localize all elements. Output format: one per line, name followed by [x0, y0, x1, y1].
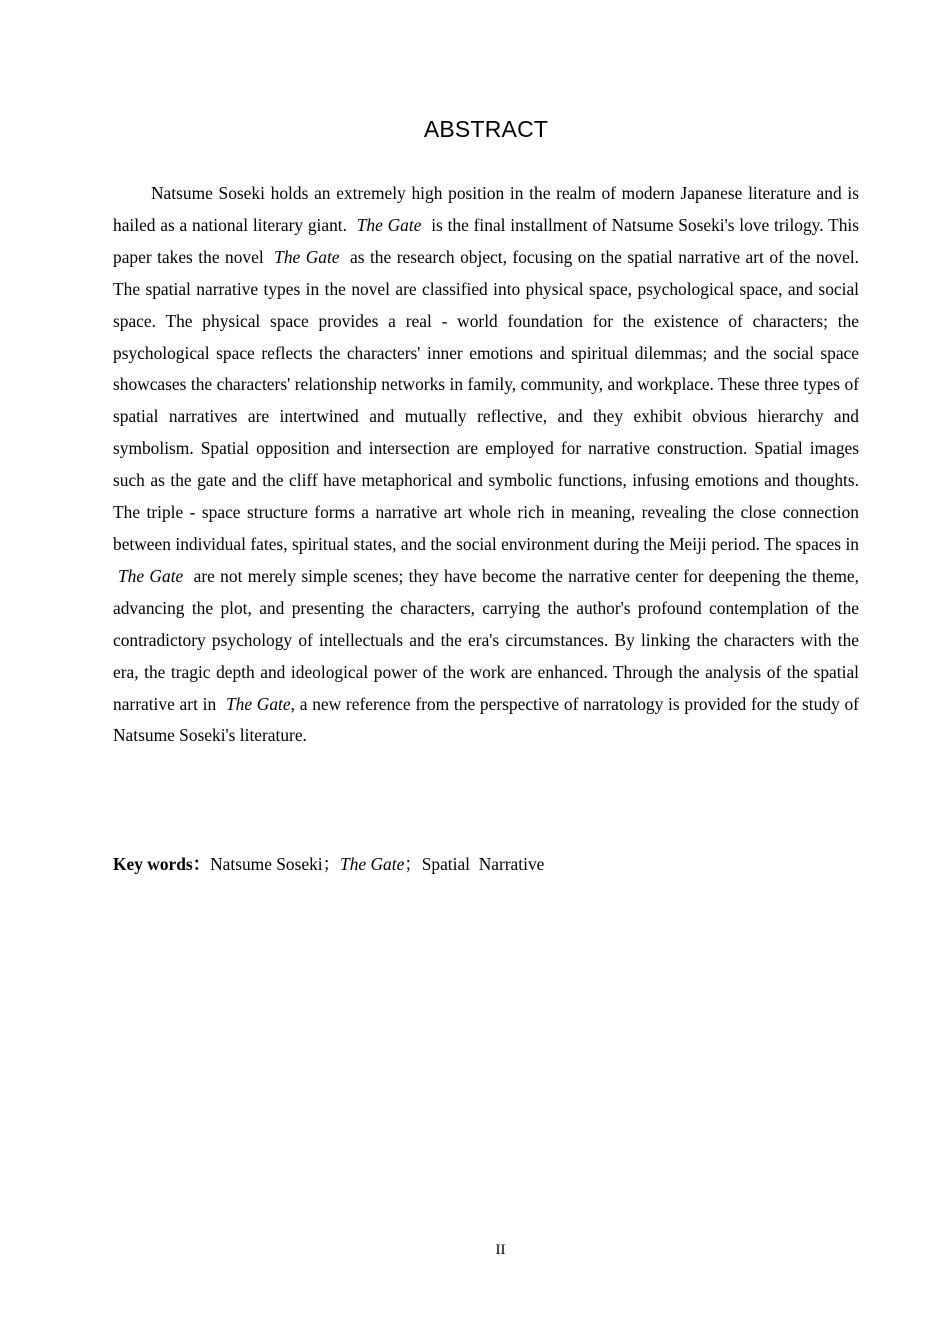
- novel-title-italic: The Gate: [118, 565, 184, 586]
- abstract-paragraph: [113, 178, 859, 752]
- abstract-text-segment: are not merely simple scenes; they have become the narrative center for deepening the theme, advancing the plot, and presenting the characters, carrying the author's profound contemplation of the contradictory psychology of intellectuals and the era's circumstances. By linking the characters with the era, the tragic depth and ideological power of the work are enhanced. Through the analysis of the spatial narrative art in: [113, 565, 859, 714]
- abstract-text-segment: as the research object, focusing on the spatial narrative art of the novel. The spatial narrative types in the novel are classified into physical space, psychological space, and social space. The physical space provides a real - world foundation for the existence of characters; the psychological space reflects the characters' inner emotions and spiritual dilemmas; and the social space showcases the characters' relationship networks in family, community, and workplace. These three types of spatial narratives are intertwined and mutually reflective, and they exhibit obvious hierarchy and symbolism. Spatial opposition and intersection are employed for narrative construction. Spatial images such as the gate and the cliff have metaphorical and symbolic functions, infusing emotions and thoughts. The triple - space structure forms a narrative art whole rich in meaning, revealing the close connection between individual fates, spiritual states, and the social environment during the Meiji period. The spaces in: [113, 246, 859, 554]
- page-number: II: [495, 1242, 506, 1258]
- keywords-line: [113, 850, 859, 878]
- keyword-separator: ；: [404, 854, 422, 874]
- abstract-text-segment: , a new reference from the perspective of narratology is provided for the study of Natsume Soseki's literature.: [113, 693, 859, 746]
- keyword-item: Spatial Narrative: [421, 854, 545, 874]
- novel-title-italic: The Gate: [274, 246, 340, 267]
- abstract-text-segment: is the final installment of Natsume Soseki's love trilogy. This paper takes the novel: [113, 214, 859, 267]
- abstract-text-segment: Natsume Soseki holds an extremely high position in the realm of modern Japanese literature and is hailed as a national literary giant.: [113, 183, 859, 235]
- novel-title-italic: The Gate: [225, 693, 291, 714]
- abstract-title: ABSTRACT: [423, 116, 549, 142]
- keyword-item: The Gate: [340, 854, 405, 874]
- keyword-item: Natsume Soseki: [210, 854, 323, 874]
- keywords-label: Key words：: [113, 854, 211, 874]
- novel-title-italic: The Gate: [356, 214, 422, 235]
- keyword-separator: ；: [322, 854, 341, 874]
